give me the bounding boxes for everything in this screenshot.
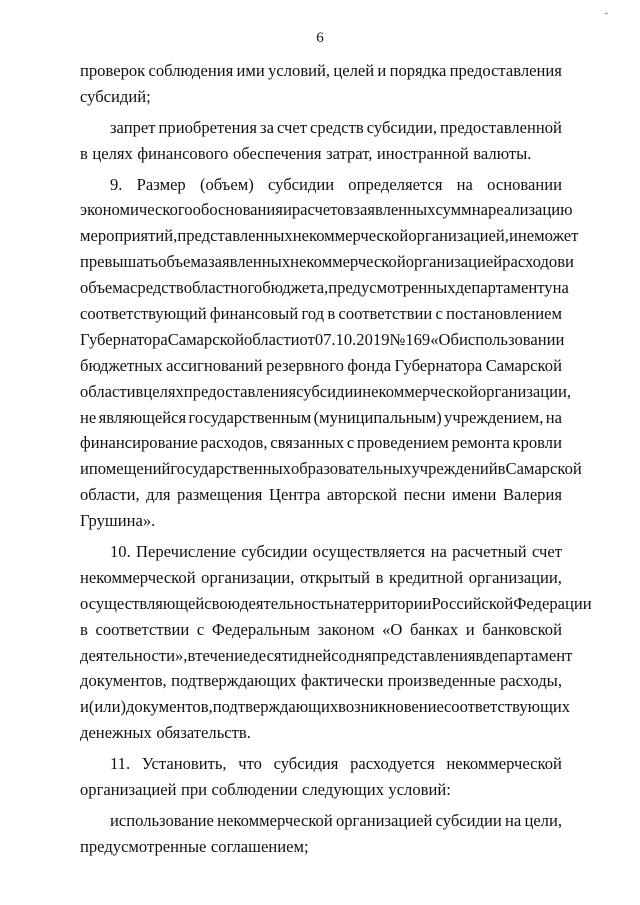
word: дня (346, 645, 372, 665)
word: не (517, 226, 535, 246)
text-line (80, 115, 562, 141)
word: произведенные (387, 671, 496, 691)
word: на (471, 200, 488, 220)
text-line (80, 379, 572, 405)
word: подтверждающих (212, 697, 339, 717)
corner-mark: ˘ (604, 12, 608, 23)
word: расчетный (452, 542, 527, 562)
word: документов, (80, 671, 167, 691)
word: государственных (170, 459, 291, 479)
word: иностранной (376, 143, 469, 163)
word: от (299, 329, 315, 349)
word: учреждением, (444, 407, 544, 427)
word: проверок (80, 61, 146, 80)
text-line (80, 84, 562, 110)
word: и (508, 226, 518, 246)
word: валюты. (473, 143, 532, 163)
word: обоснования (192, 200, 283, 220)
word: «Об (430, 329, 459, 349)
word: «О (382, 619, 403, 639)
word: субсидии (435, 810, 502, 830)
word: осуществляющей (80, 593, 205, 613)
word: законом (317, 619, 375, 639)
word: бюджета, (262, 278, 329, 298)
word: обеспечения (232, 143, 322, 163)
word: год (301, 304, 325, 324)
word: государственным (188, 407, 312, 427)
word: предоставленной (440, 117, 562, 137)
word: с (196, 619, 205, 639)
word: Центра (268, 485, 321, 505)
text-line (80, 249, 574, 275)
word: предусмотренные (80, 836, 207, 856)
word: что (238, 754, 262, 774)
word: проведением (356, 433, 449, 453)
word: условий, (268, 61, 331, 80)
text-line (80, 197, 573, 223)
word: расходуется (350, 754, 435, 774)
word: возникновение (338, 697, 444, 717)
text-line (80, 834, 562, 860)
word: не (80, 407, 97, 427)
word: 169 (405, 329, 431, 349)
word: области (243, 329, 300, 349)
word: некоммерческой (80, 567, 196, 587)
word: бюджетных (80, 355, 163, 375)
word: области (80, 381, 136, 401)
text-line (80, 539, 562, 565)
word: организацией (335, 810, 433, 830)
word: соответствии (338, 304, 433, 324)
word: в (80, 619, 88, 639)
word: со (331, 645, 347, 665)
word: расходы, (499, 671, 562, 691)
word: соблюдения (148, 61, 234, 80)
word: заявленных (353, 200, 436, 220)
word: представления (371, 645, 476, 665)
text-line (80, 565, 562, 591)
word: (муниципальным) (313, 407, 442, 427)
word: кровли (512, 433, 562, 453)
word: предоставления (449, 61, 562, 80)
word: и (377, 61, 387, 80)
word: соответствующий (80, 304, 207, 324)
word: обязательств. (156, 723, 251, 743)
word: следующих (302, 780, 384, 800)
word: ассигнований (166, 355, 263, 375)
word: объема (158, 252, 209, 272)
word: соблюдении (211, 780, 298, 800)
word: средств (130, 278, 184, 298)
word: реализацию (487, 200, 573, 220)
word: и (465, 619, 475, 639)
text-line (80, 720, 562, 746)
word: Грушина». (80, 511, 156, 531)
word: областного (183, 278, 263, 298)
word: резервного (266, 355, 344, 375)
word: с (435, 304, 443, 324)
text-line (80, 508, 562, 534)
word: Размер (136, 174, 186, 194)
word: на (430, 542, 447, 562)
word: 9. (110, 174, 123, 194)
word: десяти (250, 645, 298, 665)
word: основании (487, 174, 562, 194)
text-line (80, 141, 562, 167)
word: счет (276, 117, 307, 137)
word: и (282, 200, 292, 220)
word: финансового (137, 143, 229, 163)
word: течение (195, 645, 251, 665)
word: предусмотренных (328, 278, 456, 298)
word: помещений (88, 459, 171, 479)
word: субсидии (241, 542, 308, 562)
word: банковской (482, 619, 562, 639)
word: на (504, 810, 522, 830)
word: Валерия (502, 485, 562, 505)
word: Самарской (505, 459, 582, 479)
word: дней (297, 645, 332, 665)
word: некоммерческой (362, 381, 478, 401)
word: организацией, (408, 226, 509, 246)
word: расчетов (291, 200, 354, 220)
word: на (552, 278, 569, 298)
word: финансовый (209, 304, 299, 324)
word: соответствующих (443, 697, 571, 717)
word: Установить, (141, 754, 227, 774)
word: приобретения (158, 117, 257, 137)
text-line (80, 172, 562, 198)
word: организацией (80, 780, 177, 800)
word: Самарской (485, 355, 562, 375)
document-body (80, 58, 592, 860)
word: имени (451, 485, 497, 505)
word: открытый (299, 567, 371, 587)
word: целях (143, 381, 184, 401)
word: целях (92, 143, 133, 163)
text-line (80, 591, 592, 617)
word: Федеральным (211, 619, 311, 639)
word: мероприятий, (80, 226, 178, 246)
word: и (565, 252, 574, 272)
word: образовательных (290, 459, 412, 479)
word: фонда (347, 355, 392, 375)
word: некоммерческой (446, 754, 562, 774)
word: в (187, 645, 196, 665)
text-line (80, 405, 562, 431)
word: Российской (431, 593, 514, 613)
word: деятельность (240, 593, 334, 613)
word: некоммерческой (217, 810, 333, 830)
word: организации, (468, 567, 562, 587)
word: определяется (348, 174, 443, 194)
word: соглашением; (210, 836, 309, 856)
word: в (135, 381, 144, 401)
word: связанных (270, 433, 345, 453)
word: и (80, 459, 89, 479)
word: департамент (483, 645, 573, 665)
word: целей (333, 61, 375, 80)
word: (или) (88, 697, 126, 717)
word: свою (204, 593, 241, 613)
word: документов, (125, 697, 213, 717)
word: области, (80, 485, 140, 505)
word: сумм (435, 200, 472, 220)
word: в (475, 645, 484, 665)
text-line (80, 301, 562, 327)
word: использование (110, 810, 214, 830)
word: на (456, 174, 473, 194)
word: 10. (110, 542, 131, 562)
word: условий: (388, 780, 451, 800)
word: порядка (389, 61, 447, 80)
text-line (80, 58, 562, 84)
word: субсидии (296, 381, 363, 401)
text-line (80, 751, 562, 777)
word: запрет (110, 117, 156, 137)
word: денежных (80, 723, 152, 743)
word: предоставления (183, 381, 297, 401)
word: на (333, 593, 350, 613)
word: на (545, 407, 562, 427)
word: 11. (110, 754, 131, 774)
word: осуществляется (312, 542, 426, 562)
word: департаменту (455, 278, 553, 298)
word: и (80, 697, 89, 717)
word: организацией (405, 252, 503, 272)
text-line (80, 275, 569, 301)
word: являющейся (98, 407, 187, 427)
text-line (80, 353, 562, 379)
word: ими (236, 61, 265, 80)
text-line (80, 643, 573, 669)
word: банках (409, 619, 459, 639)
text-line (80, 777, 562, 803)
word: постановлением (446, 304, 562, 324)
word: счет (531, 542, 562, 562)
word: использовании (458, 329, 565, 349)
word: расходов (502, 252, 566, 272)
text-line (80, 617, 562, 643)
word: территории (350, 593, 432, 613)
word: субсидии, (366, 117, 438, 137)
word: № (389, 329, 406, 349)
word: для (146, 485, 171, 505)
word: может (534, 226, 579, 246)
word: с (346, 433, 355, 453)
word: размещения (177, 485, 263, 505)
word: Федерации (513, 593, 592, 613)
word: представленных (177, 226, 293, 246)
word: (объем) (199, 174, 254, 194)
word: учреждений (411, 459, 498, 479)
word: песни (403, 485, 446, 505)
word: превышать (80, 252, 159, 272)
word: субсидии (267, 174, 335, 194)
word: затрат, (326, 143, 373, 163)
word: Перечисление (136, 542, 236, 562)
word: при (180, 780, 208, 800)
word: некоммерческой (292, 226, 409, 246)
word: ремонта (451, 433, 510, 453)
text-line (80, 327, 565, 353)
word: средств (310, 117, 364, 137)
word: авторской (326, 485, 398, 505)
text-line (80, 456, 582, 482)
text-line (80, 223, 579, 249)
word: заявленных (208, 252, 291, 272)
word: субсидий; (80, 86, 151, 106)
word: за (260, 117, 274, 137)
word: объема (80, 278, 131, 298)
text-line (80, 694, 571, 720)
word: субсидия (273, 754, 339, 774)
word: Самарской (167, 329, 244, 349)
word: в (497, 459, 506, 479)
word: подтверждающих (171, 671, 297, 691)
word: 07.10.2019 (314, 329, 390, 349)
word: экономического (80, 200, 193, 220)
word: соответствии (95, 619, 190, 639)
word: деятельности», (80, 645, 188, 665)
word: расходов, (200, 433, 268, 453)
word: кредитной (389, 567, 464, 587)
word: Губернатора (80, 329, 168, 349)
word: в (375, 567, 384, 587)
word: финансирование (80, 433, 198, 453)
word: в (327, 304, 336, 324)
text-line (80, 482, 562, 508)
word: в (80, 143, 88, 163)
text-line (80, 430, 562, 456)
word: организации, (477, 381, 572, 401)
word: некоммерческой (290, 252, 406, 272)
word: фактически (300, 671, 384, 691)
word: цели, (524, 810, 562, 830)
text-line (80, 808, 562, 834)
page-number: 6 (316, 30, 324, 46)
text-line (80, 668, 562, 694)
word: Губернатора (394, 355, 483, 375)
word: организации, (201, 567, 295, 587)
